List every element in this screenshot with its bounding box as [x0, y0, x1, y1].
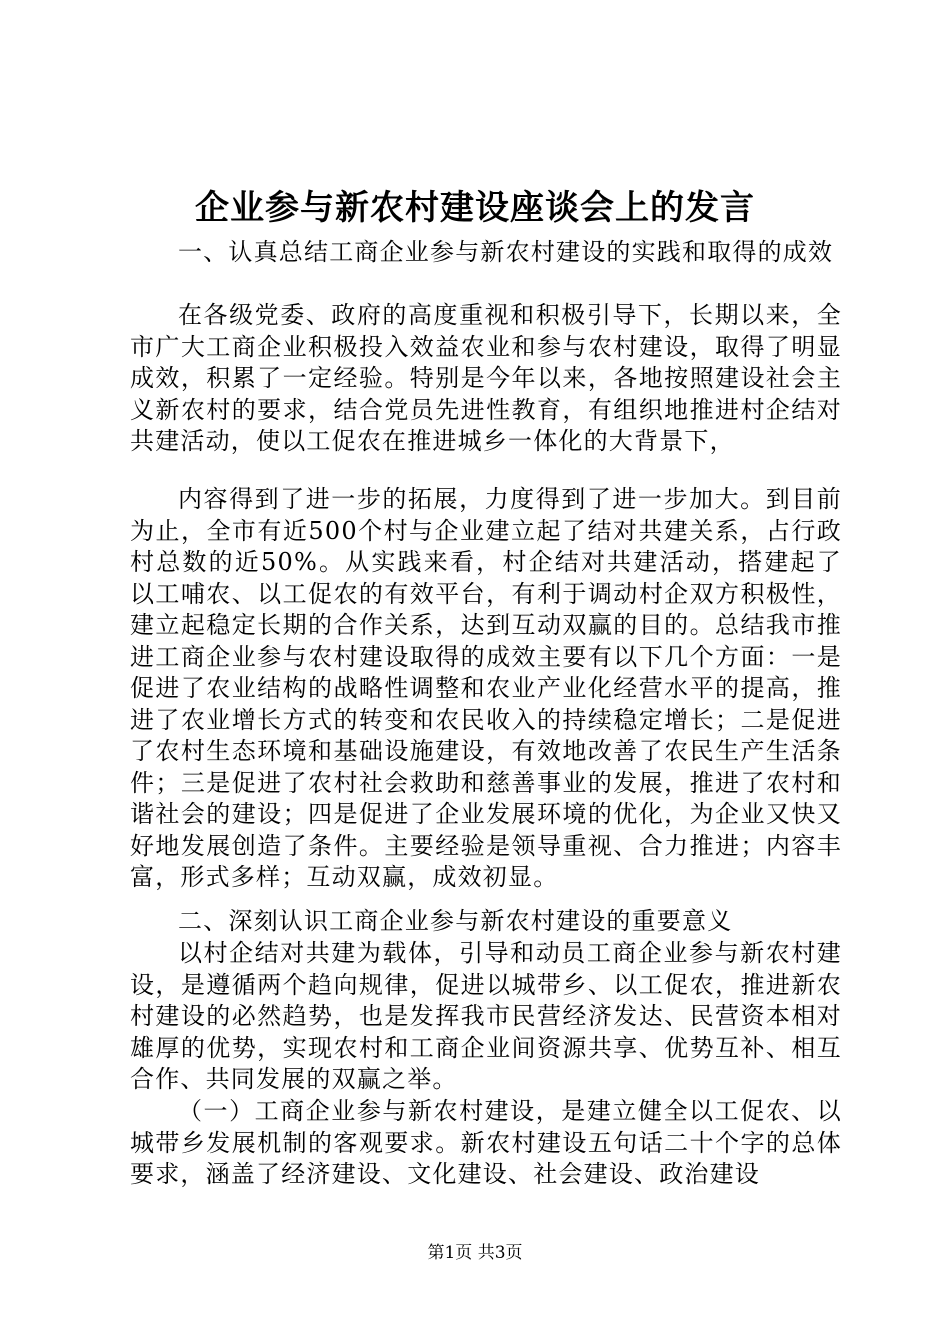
- section-heading-1: 一、认真总结工商企业参与新农村建设的实践和取得的成效: [178, 238, 834, 266]
- paragraph-1: 在各级党委、政府的高度重视和积极引导下，长期以来，全市广大工商企业积极投入效益农业和参与农村建设，取得了明显成效，积累了一定经验。特别是今年以来，各地按照建设社会主义新农村的要求，结合党员先进性教育，有组织地推进村企结对共建活动，使以工促农在推进城乡一体化的大背景下，: [130, 301, 842, 455]
- document-title: 企业参与新农村建设座谈会上的发言: [195, 188, 755, 228]
- paragraph-3: 以村企结对共建为载体，引导和动员工商企业参与新农村建设，是遵循两个趋向规律，促进以城带乡、以工促农，推进新农村建设的必然趋势，也是发挥我市民营经济发达、民营资本相对雄厚的优势，实现农村和工商企业间资源共享、优势互补、相互合作、共同发展的双赢之举。: [130, 939, 842, 1093]
- section-heading-2: 二、深刻认识工商企业参与新农村建设的重要意义: [178, 907, 733, 935]
- page-number-footer: 第1页 共3页: [427, 1243, 523, 1263]
- paragraph-4: （一）工商企业参与新农村建设，是建立健全以工促农、以城带乡发展机制的客观要求。新农村建设五句话二十个字的总体要求，涵盖了经济建设、文化建设、社会建设、政治建设: [130, 1097, 842, 1188]
- paragraph-2: 内容得到了进一步的拓展，力度得到了进一步加大。到目前为止，全市有近500个村与企业建立起了结对共建关系，占行政村总数的近50%。从实践来看，村企结对共建活动，搭建起了以工哺农、以工促农的有效平台，有利于调动村企双方积极性，建立起稳定长期的合作关系，达到互动双赢的目的。总结我市推进工商企业参与农村建设取得的成效主要有以下几个方面：一是促进了农业结构的战略性调整和农业产业化经营水平的提高，推进了农业增长方式的转变和农民收入的持续稳定增长；二是促进了农村生态环境和基础设施建设，有效地改善了农民生产生活条件；三是促进了农村社会救助和慈善事业的发展，推进了农村和谐社会的建设；四是促进了企业发展环境的优化，为企业又快又好地发展创造了条件。主要经验是领导重视、合力推进；内容丰富，形式多样；互动双赢，成效初显。: [130, 485, 842, 891]
